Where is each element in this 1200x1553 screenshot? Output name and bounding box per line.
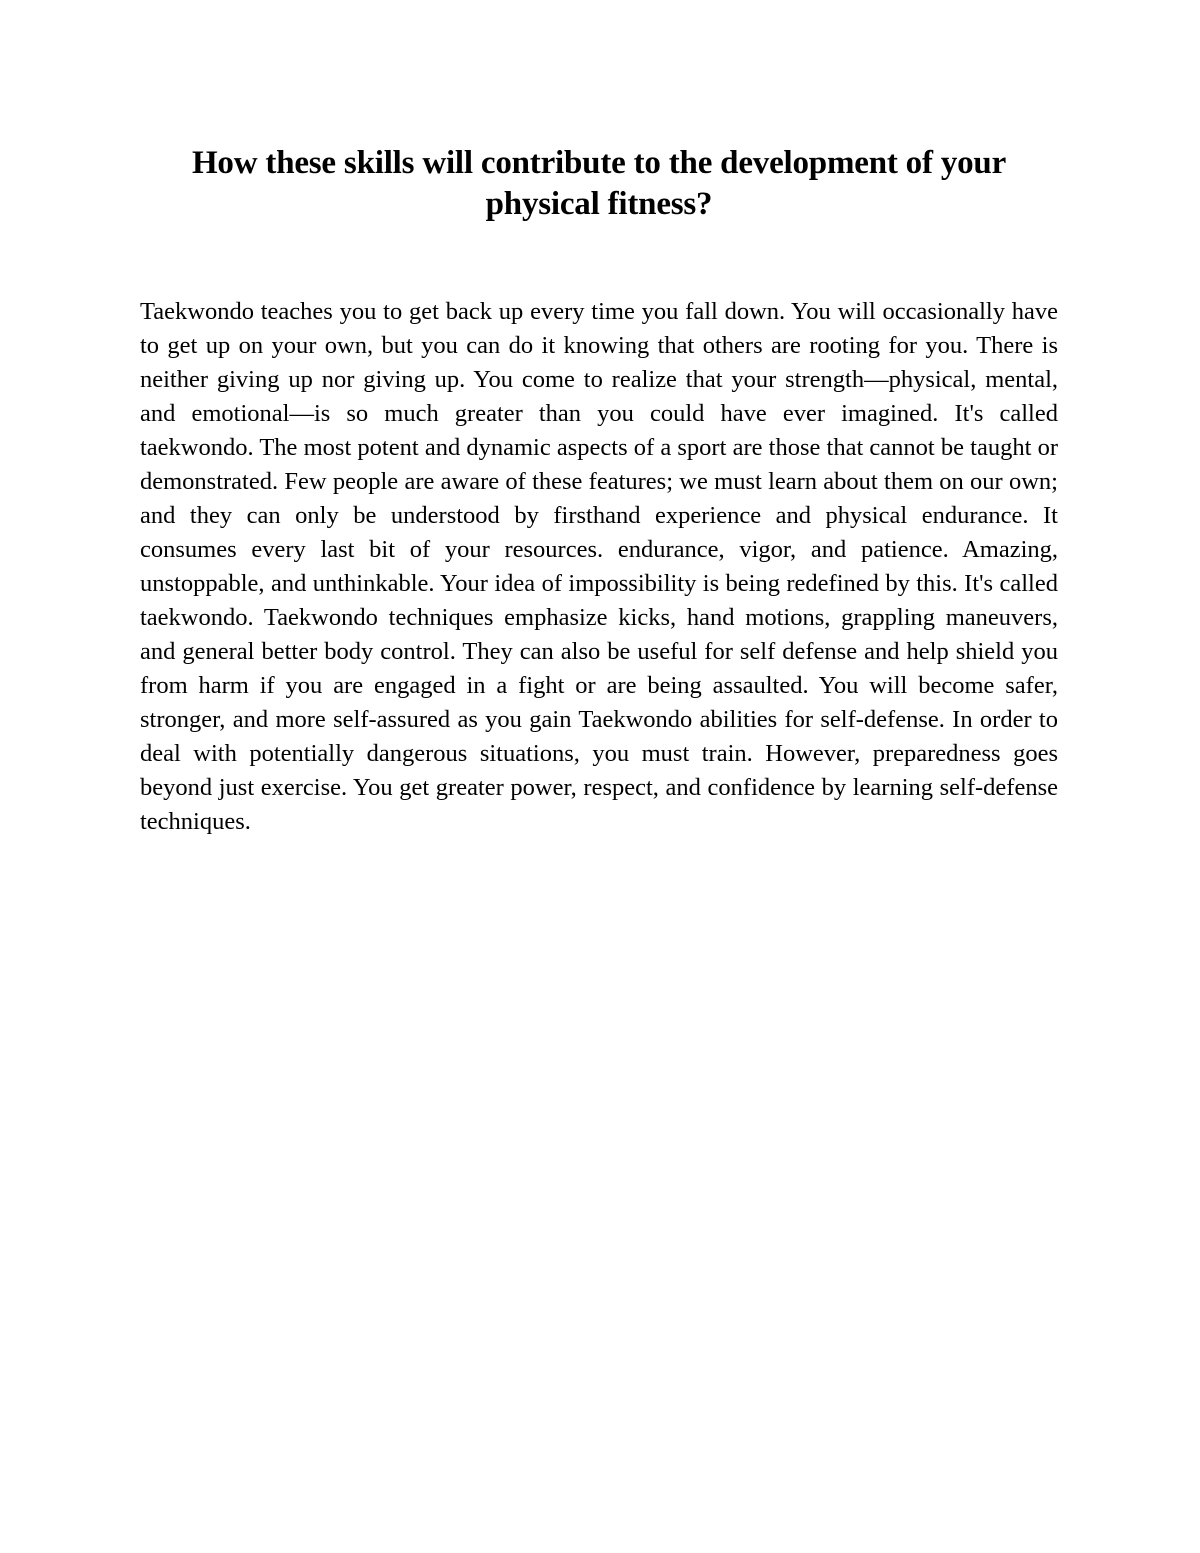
document-body-paragraph: Taekwondo teaches you to get back up every time you fall down. You will occasionally have to get up on your own, but you can do it knowing that others are rooting for you. There is neither giving up nor giving up. You come to realize that your strength—physical, mental, and emotional—is so much greater than you could have ever imagined. It's called taekwondo. The most potent and dynamic aspects of a sport are those that cannot be taught or demonstrated. Few people are aware of these features; we must learn about them on our own; and they can only be understood by firsthand experience and physical endurance. It consumes every last bit of your resources. endurance, vigor, and patience. Amazing, unstoppable, and unthinkable. Your idea of impossibility is being redefined by this. It's called taekwondo. Taekwondo techniques emphasize kicks, hand motions, grappling maneuvers, and general better body control. They can also be useful for self defense and help shield you from harm if you are engaged in a fight or are being assaulted. You will become safer, stronger, and more self-assured as you gain Taekwondo abilities for self-defense. In order to deal with potentially dangerous situations, you must train. However, preparedness goes beyond just exercise. You get greater power, respect, and confidence by learning self-defense techniques.: [140, 298, 1058, 835]
document-title: How these skills will contribute to the development of your physical fitness?: [191, 145, 1007, 222]
